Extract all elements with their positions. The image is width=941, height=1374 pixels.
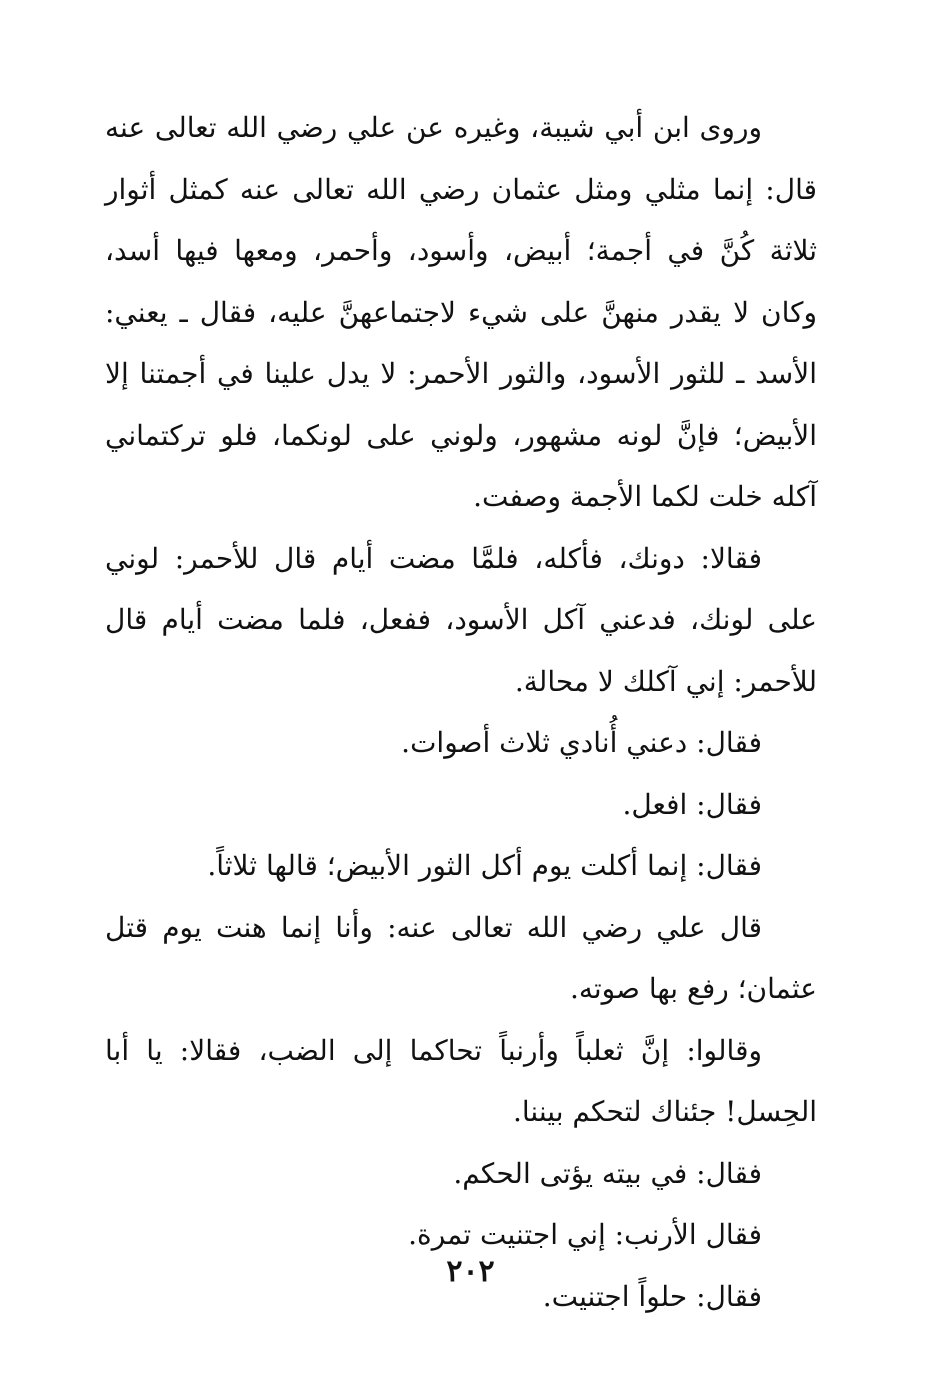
paragraph-1: وروى ابن أبي شيبة، وغيره عن علي رضي الله تعالى عنه قال: إنما مثلي ومثل عثمان رضي الله تعالى عنه كمثل أثوار ثلاثة كُنَّ في أجمة؛ أبيض، وأسود، وأحمر، ومعها فيها أسد، وكان لا يقدر منهنَّ على شيء لاجتماعهنَّ عليه، فقال ـ يعني: الأسد ـ للثور الأسود، والثور الأحمر: لا يدل علينا في أجمتنا إلا الأبيض؛ فإنَّ لونه مشهور، ولوني على لونكما، فلو تركتماني آكله خلت لكما الأجمة وصفت. xyxy=(105,111,817,513)
paragraph-5: فقال: إنما أكلت يوم أكل الثور الأبيض؛ قالها ثلاثاً. xyxy=(207,849,762,882)
paragraph-6: قال علي رضي الله تعالى عنه: وأنا إنما هنت يوم قتل عثمان؛ رفع بها صوته. xyxy=(105,910,817,1005)
paragraph-10: فقال: حلواً اجتنيت. xyxy=(542,1279,762,1313)
paragraph-8: فقال: في بيته يؤتى الحكم. xyxy=(453,1156,762,1190)
paragraph-3: فقال: دعني أُنادي ثلاث أصوات. xyxy=(401,726,762,759)
paragraph-2: فقالا: دونك، فأكله، فلمَّا مضت أيام قال للأحمر: لوني على لونك، فدعني آكل الأسود، ففعل، فلما مضت أيام قال للأحمر: إني آكلك لا محالة. xyxy=(105,541,817,698)
paragraph-9: فقال الأرنب: إني اجتنيت تمرة. xyxy=(408,1218,762,1251)
paragraph-4: فقال: افعل. xyxy=(622,787,762,821)
paragraph-7: وقالوا: إنَّ ثعلباً وأرنباً تحاكما إلى الضب، فقالا: يا أبا الحِسل! جئناك لتحكم بيننا. xyxy=(105,1033,817,1128)
page-number: ٢٠٢ xyxy=(446,1254,495,1289)
page-body-text xyxy=(105,97,817,1327)
